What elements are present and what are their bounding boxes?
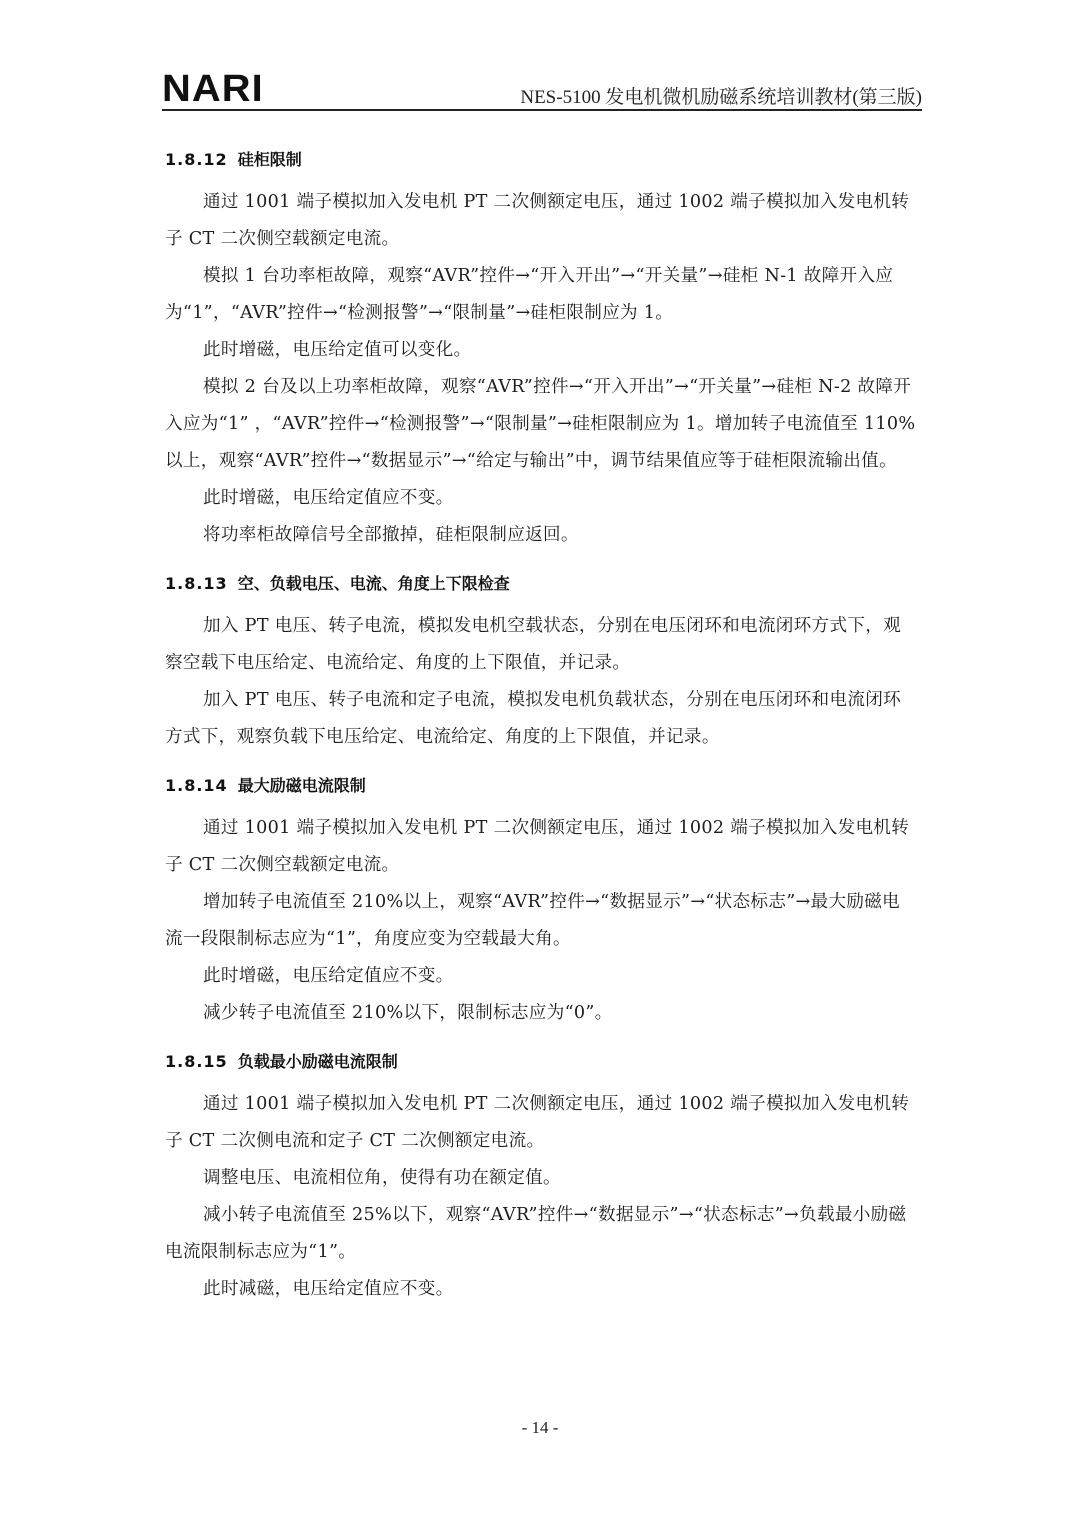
section-1-8-12	[165, 140, 917, 554]
section-heading	[165, 140, 917, 180]
paragraph: 此时减磁，电压给定值应不变。	[203, 1279, 454, 1299]
paragraph: 模拟 2 台及以上功率柜故障，观察“AVR”控件→“开入开出”→“开关量”→硅柜 N-2 故障开入应为“1” ，“AVR”控件→“检测报警”→“限制量”→硅柜限制应为 1。增加转子电流值至 110%以上，观察“AVR”控件→“数据显示”→“给定与输出”中，调节结果值应等于硅柜限流输出值。	[165, 377, 916, 471]
paragraph: 此时增磁，电压给定值可以变化。	[203, 340, 472, 360]
section-number: 1.8.13	[165, 574, 228, 593]
paragraph: 此时增磁，电压给定值应不变。	[203, 966, 454, 986]
paragraph: 通过 1001 端子模拟加入发电机 PT 二次侧额定电压，通过 1002 端子模拟加入发电机转子 CT 二次侧空载额定电流。	[165, 818, 910, 875]
header-divider	[162, 109, 922, 111]
paragraph: 增加转子电流值至 210%以上，观察“AVR”控件→“数据显示”→“状态标志”→最大励磁电流一段限制标志应为“1”，角度应变为空载最大角。	[165, 892, 901, 949]
section-title: 负载最小励磁电流限制	[237, 1052, 398, 1071]
section-1-8-15	[165, 1042, 917, 1308]
paragraph: 加入 PT 电压、转子电流，模拟发电机空载状态，分别在电压闭环和电流闭环方式下，观察空载下电压给定、电流给定、角度的上下限值，并记录。	[165, 616, 902, 673]
section-heading	[165, 766, 917, 806]
section-title: 硅柜限制	[237, 150, 302, 169]
page-body	[165, 140, 917, 1308]
paragraph: 减小转子电流值至 25%以下，观察“AVR”控件→“数据显示”→“状态标志”→负载最小励磁电流限制标志应为“1”。	[165, 1205, 907, 1262]
paragraph: 通过 1001 端子模拟加入发电机 PT 二次侧额定电压，通过 1002 端子模拟加入发电机转子 CT 二次侧空载额定电流。	[165, 192, 910, 249]
document-title: NES-5100 发电机微机励磁系统培训教材(第三版)	[520, 87, 922, 108]
paragraph: 通过 1001 端子模拟加入发电机 PT 二次侧额定电压，通过 1002 端子模拟加入发电机转子 CT 二次侧电流和定子 CT 二次侧额定电流。	[165, 1094, 910, 1151]
paragraph: 模拟 1 台功率柜故障，观察“AVR”控件→“开入开出”→“开关量”→硅柜 N-1 故障开入应为“1”，“AVR”控件→“检测报警”→“限制量”→硅柜限制应为 1。	[165, 266, 894, 323]
section-heading	[165, 564, 917, 604]
paragraph: 减少转子电流值至 210%以下，限制标志应为“0”。	[203, 1003, 613, 1023]
paragraph: 调整电压、电流相位角，使得有功在额定值。	[203, 1168, 561, 1188]
paragraph: 此时增磁，电压给定值应不变。	[203, 488, 454, 508]
section-number: 1.8.12	[165, 150, 228, 169]
section-number: 1.8.15	[165, 1052, 228, 1071]
section-heading	[165, 1042, 917, 1082]
page-header	[162, 66, 922, 110]
nari-logo: NARI	[162, 68, 264, 110]
section-title: 最大励磁电流限制	[237, 776, 366, 795]
section-number: 1.8.14	[165, 776, 228, 795]
section-1-8-14	[165, 766, 917, 1032]
section-1-8-13	[165, 564, 917, 756]
section-title: 空、负载电压、电流、角度上下限检查	[237, 574, 510, 593]
paragraph: 将功率柜故障信号全部撤掉，硅柜限制应返回。	[203, 525, 579, 545]
paragraph: 加入 PT 电压、转子电流和定子电流，模拟发电机负载状态，分别在电压闭环和电流闭环方式下，观察负载下电压给定、电流给定、角度的上下限值，并记录。	[165, 690, 902, 747]
page-number: - 14 -	[521, 1418, 559, 1437]
